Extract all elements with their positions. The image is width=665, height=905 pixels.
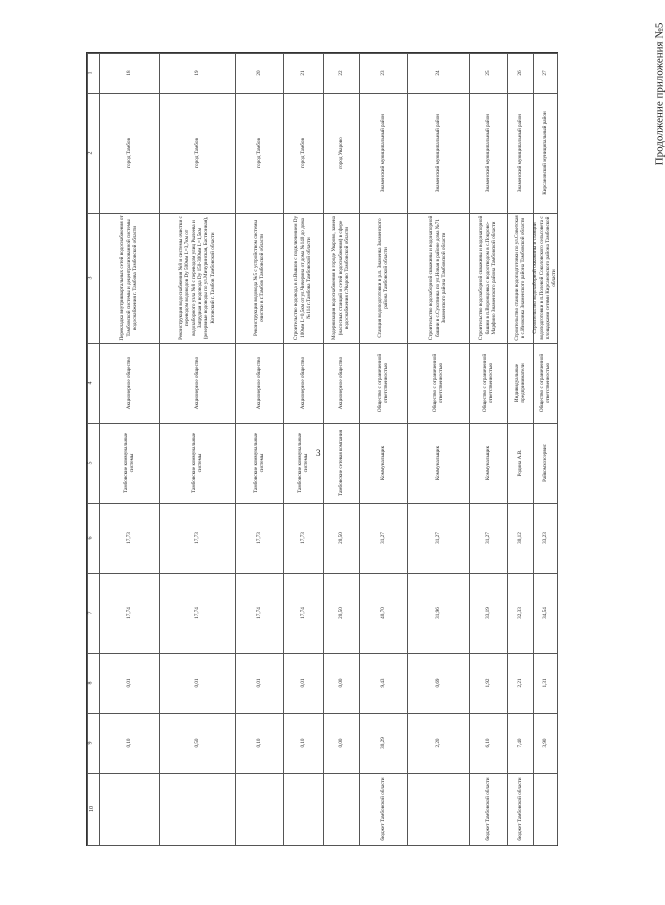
cell-c8: 0,01: [299, 678, 306, 688]
cell-n: 18: [125, 70, 132, 76]
cell-area: город Тамбов: [193, 138, 200, 168]
cell-c6: 20,50: [337, 532, 344, 544]
cell-form: Акционерное общество: [193, 356, 200, 410]
cell-measure: Строительство водозаборной скважины и станции водоподготовки в п.Полевой Соколовского сельсовета с площадками сетями Кирсановского района Тамбовской области: [532, 216, 558, 340]
cell-c7: 20,50: [337, 607, 344, 619]
cell-org: Тамбовские коммунальные системы: [190, 432, 203, 494]
column-number: 9: [87, 741, 94, 745]
page-number: 3: [316, 448, 321, 458]
cell-measure: Перекладка внутриквартальных сетей водоснабжения от Тамбовской системы и децентрализованной системы водоснабжения г. Тамбова Тамбовской области: [119, 215, 139, 341]
column-border: [87, 343, 557, 344]
cell-c9: 0,10: [255, 738, 262, 748]
cell-n: 21: [299, 70, 306, 76]
column-number: 1: [87, 71, 94, 75]
cell-n: 22: [337, 70, 344, 76]
cell-c6: 31,27: [484, 532, 491, 544]
cell-c8: 2,21: [516, 678, 523, 688]
cell-n: 24: [434, 70, 441, 76]
cell-org: Тамбовские коммунальные системы: [252, 432, 265, 494]
cell-c6: 33,23: [541, 532, 548, 544]
cell-form: Общество с ограниченной ответственностью: [376, 353, 389, 413]
cell-org: Тамбовские сетевая компания: [337, 429, 344, 497]
column-number: 2: [87, 151, 94, 155]
cell-form: Акционерное общество: [337, 356, 344, 410]
cell-c9: 2,20: [434, 738, 441, 748]
cell-c9: 6,10: [484, 738, 491, 748]
column-number: 8: [87, 681, 94, 685]
cell-c9: 0,10: [299, 738, 306, 748]
column-number: 7: [87, 611, 94, 615]
cell-c7: 17,74: [299, 607, 306, 619]
column-border: [87, 713, 557, 714]
cell-area: Знаменский муниципальный район: [434, 113, 441, 193]
cell-c9: 0,50: [193, 738, 200, 748]
cell-area: Знаменский муниципальный район: [484, 113, 491, 193]
cell-c6: 17,73: [299, 532, 306, 544]
cell-c6: 31,27: [434, 532, 441, 544]
cell-area: город Тамбов: [299, 138, 306, 168]
cell-c8: 0,69: [434, 678, 441, 688]
cell-org: Коммунальщик: [379, 445, 386, 481]
cell-c9: 0,10: [125, 738, 132, 748]
appendix-title: Продолжение приложения №5: [653, 22, 665, 166]
cell-c8: 0,01: [255, 678, 262, 688]
cell-measure: Станция водоподготовки в р.п. Знаменка Знаменского района Тамбовской области: [376, 218, 389, 338]
column-border: [87, 53, 557, 54]
cell-c8: 0,00: [337, 678, 344, 688]
cell-org: Коммунальщик: [434, 445, 441, 481]
cell-area: город Тамбов: [255, 138, 262, 168]
cell-n: 19: [193, 70, 200, 76]
cell-c10: бюджет Тамбовской области: [484, 777, 491, 841]
cell-c8: 0,01: [193, 678, 200, 688]
cell-measure: Строительство водозаборной скважины и водонапорной башни в п.Воронцовка с водоотводом в с.Покрово-Марфино Знаменского района Тамбовской области: [478, 215, 498, 341]
cell-c7: 34,54: [541, 607, 548, 619]
cell-c7: 31,96: [434, 607, 441, 619]
cell-c8: 9,43: [379, 678, 386, 688]
cell-c9: 3,90: [541, 738, 548, 748]
cell-c7: 17,74: [255, 607, 262, 619]
column-border: [87, 503, 557, 504]
cell-c9: 30,29: [379, 737, 386, 749]
cell-c8: 1,92: [484, 678, 491, 688]
column-number: 4: [87, 381, 94, 385]
cell-c7: 17,74: [193, 607, 200, 619]
cell-c8: 1,31: [541, 678, 548, 688]
cell-form: Акционерное общество: [125, 356, 132, 410]
cell-measure: Строительство водозаборной скважины и водонапорной башни в с.Сухотинка по ул.Новая в районе дома №71 Знаменского района Тамбовской области: [428, 215, 448, 341]
cell-measure: Реконструкция водоснабжения №8 и системы очистки с переводом водоводов Dу 500мм L=3,7км от водозаборного узла №8 с переводом улиц Рылеева и Запрудная и водовода Dу 150-300мм L=1,5км (резервные водоводы по ул.Мичуринская, Бастионная), Котовский г. Тамбов Тамбовской области: [177, 216, 216, 340]
cell-org: Райкомхозсервис: [541, 444, 548, 482]
column-border: [87, 845, 557, 846]
column-border: [87, 423, 557, 424]
column-number: 10: [89, 806, 95, 812]
column-number: 5: [87, 461, 94, 465]
column-number: 6: [87, 536, 94, 540]
column-border: [87, 773, 557, 774]
cell-area: город Тамбов: [125, 138, 132, 168]
row-border: [87, 53, 88, 845]
cell-measure: Реконструкция водовода №5 с устройством системы очистки в г.Тамбов Тамбовской области: [252, 220, 265, 336]
cell-n: 27: [541, 70, 548, 76]
cell-form: Акционерное общество: [255, 356, 262, 410]
cell-c7: 33,19: [484, 607, 491, 619]
cell-c6: 17,73: [125, 532, 132, 544]
data-table: [86, 52, 558, 846]
cell-c10: бюджет Тамбовской области: [379, 777, 386, 841]
cell-c6: 17,73: [255, 532, 262, 544]
column-border: [87, 213, 557, 214]
cell-measure: Строительство станции водоподготовки по ул.Советская в с.Иноковка Знаменского района Тамбовской области: [513, 215, 526, 341]
column-number: 3: [87, 276, 94, 280]
cell-c9: 0,00: [337, 738, 344, 748]
cell-n: 25: [484, 70, 491, 76]
cell-org: Тамбовские коммунальные системы: [122, 432, 135, 494]
cell-c7: 32,33: [516, 607, 523, 619]
row-border: [557, 53, 558, 845]
cell-form: Индивидуальные предприниматели: [513, 363, 526, 403]
column-border: [87, 573, 557, 574]
cell-c6: 30,12: [516, 532, 523, 544]
cell-c8: 0,01: [125, 678, 132, 688]
cell-c6: 17,73: [193, 532, 200, 544]
cell-area: Кирсановский муниципальный район: [541, 111, 548, 195]
cell-measure: Модернизация водоснабжения в городе Уварово, замена (насосных станций и сетей водоснабжения) в сфере водоснабжения г.Уварово Тамбовской области: [331, 216, 351, 340]
cell-area: Знаменский муниципальный район: [379, 113, 386, 193]
cell-form: Общество с ограниченной ответственностью: [481, 353, 494, 413]
cell-n: 20: [255, 70, 262, 76]
cell-c7: 17,74: [125, 607, 132, 619]
cell-org: Родина А.В.: [516, 449, 523, 477]
cell-form: Общество с ограниченной ответственностью: [538, 353, 551, 413]
column-border: [87, 93, 557, 94]
cell-area: Знаменский муниципальный район: [516, 113, 523, 193]
cell-c9: 7,40: [516, 738, 523, 748]
cell-org: Коммунальщик: [484, 445, 491, 481]
cell-measure: Строительство водовода в п.Вышов с подключением Dу 100мм L=0,5км от ул.Чичерина от дома №140 до дома №114 г.Тамбова Тамбовской области: [293, 215, 313, 341]
cell-form: Акционерное общество: [299, 356, 306, 410]
cell-n: 23: [379, 70, 386, 76]
cell-c6: 31,27: [379, 532, 386, 544]
column-border: [87, 653, 557, 654]
cell-org: Тамбовские коммунальные системы: [296, 432, 309, 494]
cell-c10: бюджет Тамбовской области: [516, 777, 523, 841]
cell-n: 26: [516, 70, 523, 76]
cell-form: Общество с ограниченной ответственностью: [431, 353, 444, 413]
cell-c7: 40,70: [379, 607, 386, 619]
cell-area: город Уварово: [337, 137, 344, 169]
